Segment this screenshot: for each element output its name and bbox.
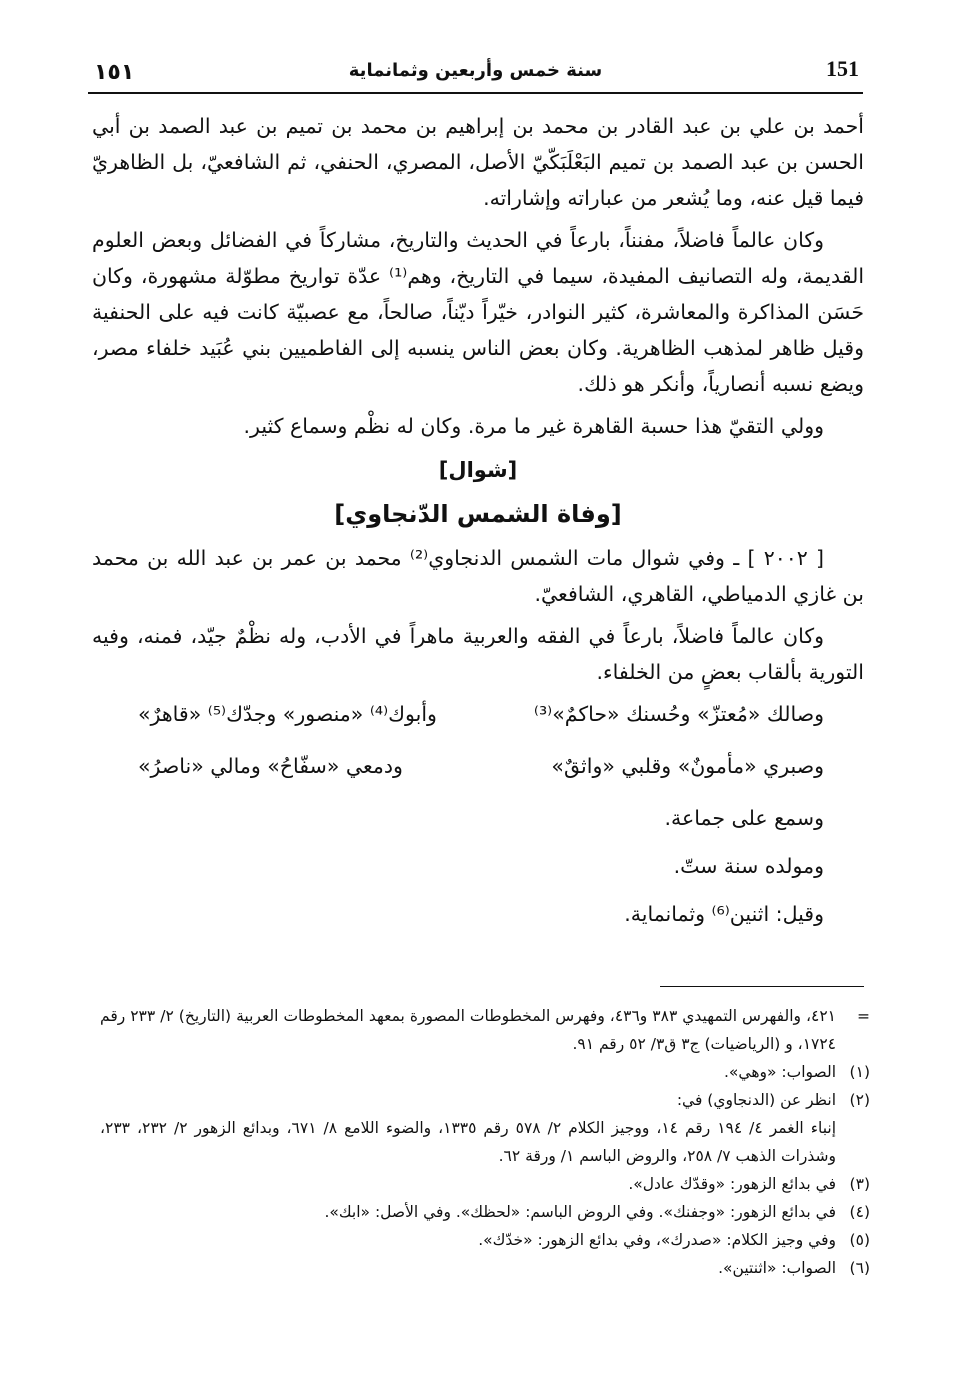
line-sama: وسمع على جماعة. xyxy=(664,806,824,830)
verse-first-hemistich: وصالك «مُعتزّ» وحُسنك «حاكمٌ»⁽³⁾ xyxy=(533,702,824,726)
line-mawlid: ومولده سنة ستّ. xyxy=(673,854,824,878)
footnote-text: الصواب: «وهي». xyxy=(724,1063,836,1081)
footnote-text: الصواب: «اثنتين». xyxy=(718,1259,836,1277)
text-line xyxy=(92,848,864,896)
footnote-number: (٢) xyxy=(849,1091,870,1109)
footnote xyxy=(100,1198,870,1226)
running-title: سنة خمس وأربعين وثمانماية xyxy=(348,60,603,81)
verse-second-hemistich: وأبوك⁽⁴⁾ «منصور» وجدّك⁽⁵⁾ «قاهرٌ» xyxy=(138,702,437,726)
footnote-text: في بدائع الزهور: «وجفنك». وفي الروض الباسم: «لحظك». وفي الأصل: «ابك». xyxy=(324,1203,836,1221)
footnote-text: انظر عن (الدنجاوي) في: xyxy=(676,1091,836,1109)
footnote-number: (٣) xyxy=(849,1175,870,1193)
paragraph-entry: [ ٢٠٠٢ ] ـ وفي شوال مات الشمس الدنجاوي⁽²⁾ محمد بن عمر بن عبد الله بن محمد بن غازي الدمياطي، القاهري، الشافعيّ. xyxy=(92,546,864,606)
paragraph: وكان عالماً فاضلاً، مفنناً، بارعاً في الحديث والتاريخ، مشاركاً في الفضائل وبعض العلوم القديمة، وله التصانيف المفيدة، سيما في التاريخ، وهم⁽¹⁾ عدّة تواريخ مطوّلة مشهورة، وكان حَسَن المذاكرة والمعاشرة، كثير النوادر، خيّراً ديّناً، صالحاً، مع عصبيّة كانت فيه على الحنفية وقيل ظاهر لمذهب الظاهرية. وكان بعض الناس ينسبه إلى الفاطميين بني عُبَيد خلفاء مصر، ويضع نسبه أنصارياً، وأنكر هو ذلك. xyxy=(92,228,865,396)
footnote-text: في بدائع الزهور: «وقدّك عادل». xyxy=(628,1175,836,1193)
continuation-marker: = xyxy=(857,1007,870,1025)
section-heading-death: [وفاة الشمس الدّنجاوي] xyxy=(334,500,622,528)
text-line xyxy=(92,896,864,944)
main-text xyxy=(92,108,864,944)
footnote-separator xyxy=(660,986,864,987)
footnote xyxy=(100,1086,870,1114)
verse xyxy=(92,748,864,800)
page-number-latin: 151 xyxy=(826,56,859,81)
footnote-number: (٤) xyxy=(849,1203,870,1221)
footnote xyxy=(100,1058,870,1086)
paragraph: أحمد بن علي بن عبد القادر بن محمد بن إبراهيم بن محمد بن تميم بن عبد الصمد بن أبي الحسن بن عبد الصمد بن تميم البَعْلَبَكّيّ الأصل، المصري، الحنفي، ثم الشافعيّ، بل الظاهريّ فيما قيل عنه، وما يُشعر من عباراته وإشاراته. xyxy=(92,114,864,210)
verse xyxy=(92,696,864,748)
footnote-number: (٥) xyxy=(849,1231,870,1249)
page-number-arabic: ١٥١ xyxy=(94,60,135,85)
footnote-continued xyxy=(100,1002,870,1058)
line-qil: وقيل: اثنين⁽⁶⁾ وثمانماية. xyxy=(624,902,824,926)
paragraph: وكان عالماً فاضلاً، بارعاً في الفقه والعربية ماهراً في الأدب، وله نظْمٌ جيّد، فمنه، وفيه التورية بألقاب بعضٍ من الخلفاء. xyxy=(92,624,864,684)
footnote-number: (٦) xyxy=(849,1259,870,1277)
footnote xyxy=(100,1170,870,1198)
footnote-text: وفي وجيز الكلام: «صدرك»، وفي بدائع الزهور: «خدّك». xyxy=(478,1231,836,1249)
footnote xyxy=(100,1254,870,1282)
section-heading-month: [شوال] xyxy=(438,458,518,482)
verse-second-hemistich: ودمعي «سفّاحُ» ومالي «ناصرُ» xyxy=(138,754,403,778)
footnote xyxy=(100,1226,870,1254)
footnote-number: (١) xyxy=(849,1063,870,1081)
paragraph: وولي التقيّ هذا حسبة القاهرة غير ما مرة. وكان له نظْم وسماع كثير. xyxy=(243,414,824,438)
poem xyxy=(92,696,864,800)
text-line xyxy=(92,800,864,848)
footnotes xyxy=(100,1002,870,1282)
footnote-references: إنباء الغمر ٤/ ١٩٤ رقم ١٤، ووجيز الكلام ٢/ ٥٧٨ رقم ١٣٣٥، والضوء اللامع ٨/ ٦٧١، وبدائع الزهور ٢/ ٢٣٢، ٢٣٣، وشذرات الذهب ٧/ ٢٥٨، والروض الباسم ١/ ورقة ٦٢. xyxy=(100,1119,837,1165)
verse-first-hemistich: وصبري «مأمونٌ» وقلبي «واثقٌ» xyxy=(551,754,824,778)
running-header xyxy=(88,52,863,94)
footnote-text: ٤٢١، والفهرس التمهيدي ٣٨٣ و٤٣٦، وفهرس المخطوطات المصورة بمعهد المخطوطات العربية (التاريخ) ٢/ ٢٣٣ رقم ١٧٢٤، و (الرياضيات) ج٣ ق٣/ ٥٢ رقم ٩١. xyxy=(100,1007,837,1053)
